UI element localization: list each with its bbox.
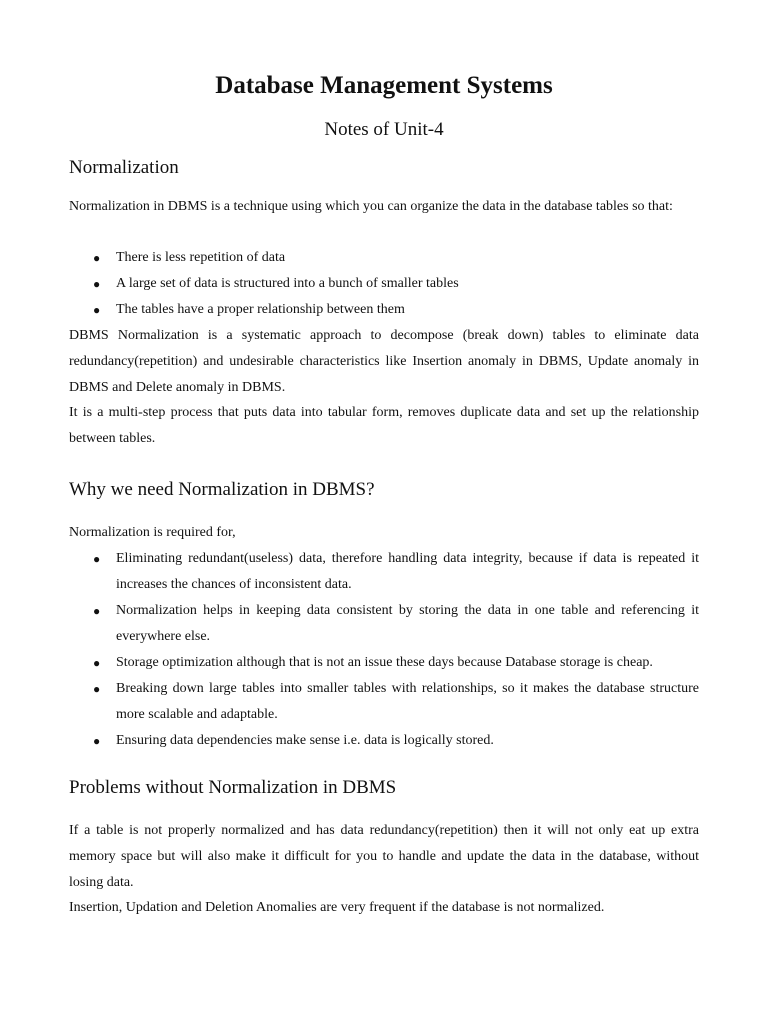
section-heading-problems: Problems without Normalization in DBMS <box>69 777 397 798</box>
bullet-icon: ● <box>93 734 101 748</box>
bullet-icon: ● <box>93 552 101 566</box>
list-item: ● Breaking down large tables into smaller tables with relationships, so it makes the database structure more scalable and adaptable. <box>69 676 699 728</box>
list-item: ● Eliminating redundant(useless) data, therefore handling data integrity, because if data is repeated it increases the chances of inconsistent data. <box>69 546 699 598</box>
paragraph: If a table is not properly normalized and has data redundancy(repetition) then it will not only eat up extra memory space but will also make it difficult for you to handle and update the data in the database, without losing data. <box>69 823 699 890</box>
bullet-icon: ● <box>93 682 101 696</box>
bullet-icon: ● <box>93 604 101 618</box>
bullet-icon: ● <box>93 251 101 265</box>
list-item: ● There is less repetition of data <box>69 245 699 271</box>
paragraph: DBMS Normalization is a systematic approach to decompose (break down) tables to eliminate data redundancy(repetition) and undesirable characteristics like Insertion anomaly in DBMS, Update anomaly in DBMS and Delete anomaly in DBMS. <box>69 328 699 395</box>
document-subtitle: Notes of Unit-4 <box>324 119 444 140</box>
section-intro: Normalization is required for, <box>69 525 236 540</box>
section-intro: Normalization in DBMS is a technique using which you can organize the data in the database tables so that: <box>69 199 673 214</box>
bullet-icon: ● <box>93 656 101 670</box>
list-item: ● Storage optimization although that is not an issue these days because Database storage is cheap. <box>69 650 699 676</box>
bullet-icon: ● <box>93 277 101 291</box>
paragraph: It is a multi-step process that puts data into tabular form, removes duplicate data and set up the relationship between tables. <box>69 405 699 446</box>
list-item: ● Ensuring data dependencies make sense i.e. data is logically stored. <box>69 728 699 754</box>
bullet-icon: ● <box>93 303 101 317</box>
bullet-list <box>69 546 699 754</box>
list-item: ● A large set of data is structured into a bunch of smaller tables <box>69 271 699 297</box>
document-title: Database Management Systems <box>215 72 553 99</box>
list-item: ● Normalization helps in keeping data consistent by storing the data in one table and referencing it everywhere else. <box>69 598 699 650</box>
section-heading-why-normalization: Why we need Normalization in DBMS? <box>69 479 375 500</box>
list-item: ● The tables have a proper relationship between them <box>69 297 699 323</box>
bullet-list <box>69 245 699 323</box>
paragraph: Insertion, Updation and Deletion Anomalies are very frequent if the database is not normalized. <box>69 900 605 915</box>
section-heading-normalization: Normalization <box>69 157 179 178</box>
